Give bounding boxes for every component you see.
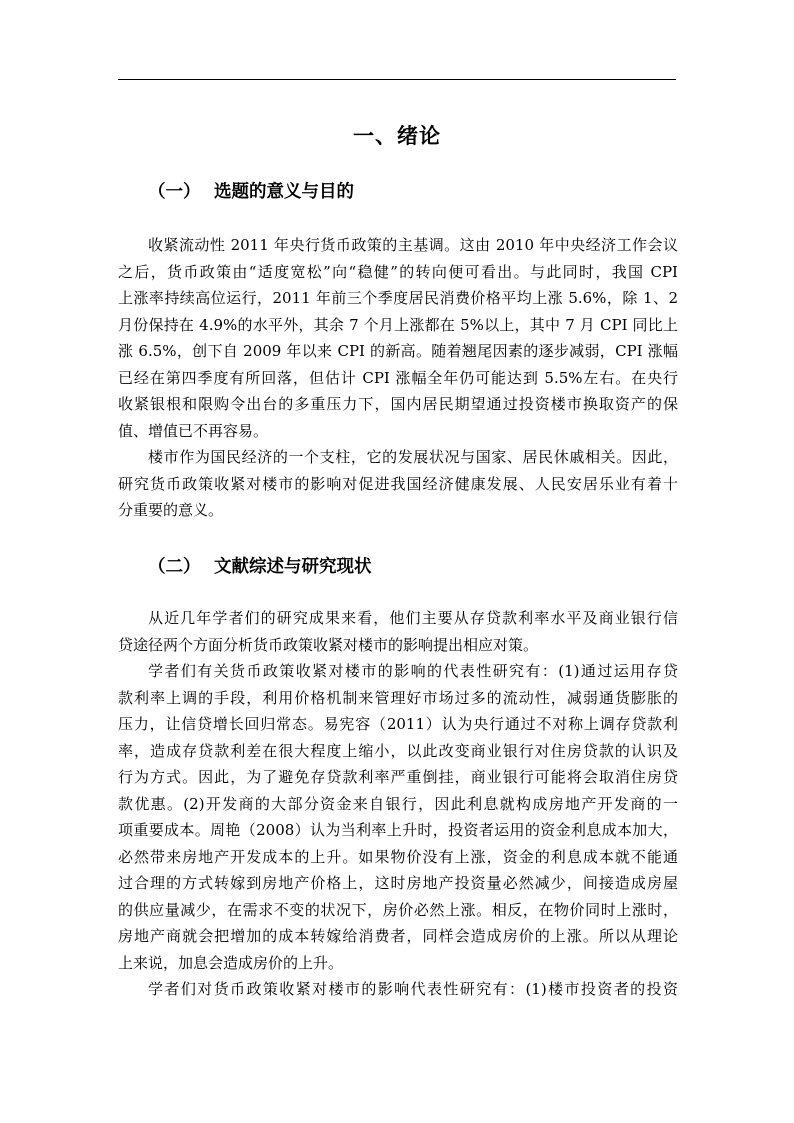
text-line: 款利率上调的手段，利用价格机制来管理好市场过多的流动性，减弱通货膨胀的 [118, 688, 678, 707]
paragraph [118, 658, 678, 976]
text-line: 上涨率持续高位运行，2011 年前三个季度居民消费价格平均上涨 5.6%，除 1、2 [118, 289, 678, 307]
text-line: 涨 6.5%，创下自 2009 年以来 CPI 的新高。随着翘尾因素的逐步减弱，CPI 涨幅 [118, 342, 678, 360]
section-1-body [118, 232, 678, 524]
text-line: 房地产商就会把增加的成本转嫁给消费者，同样会造成房价的上涨。所以从理论 [118, 927, 678, 945]
text-line: 上来说，加息会造成房价的上升。 [118, 953, 344, 972]
text-line: 率，造成存贷款利差在很大程度上缩小，以此改变商业银行对住房贷款的认识及 [118, 741, 678, 760]
text-line: 分重要的意义。 [118, 501, 224, 519]
text-line: 从近几年学者们的研究成果来看，他们主要从存贷款利率水平及商业银行信 [148, 609, 678, 627]
text-line: 压力，让信贷增长回归常态。易宪容（2011）认为央行通过不对称上调存贷款利 [118, 715, 678, 733]
text-line: 研究货币政策收紧对楼市的影响对促进我国经济健康发展、人民安居乐业有着十 [118, 474, 678, 493]
text-line: 过合理的方式转嫁到房地产价格上，这时房地产投资量必然减少，间接造成房屋 [118, 874, 678, 892]
text-line: 收紧银根和限购令出台的多重压力下，国内居民期望通过投资楼市换取资产的保 [118, 395, 678, 413]
header-rule [118, 79, 676, 80]
paragraph [118, 232, 678, 444]
paragraph [118, 444, 678, 524]
text-line: 月份保持在 4.9%的水平外，其余 7 个月上涨都在 5%以上，其中 7 月 CPI 同比上 [118, 315, 678, 334]
section-heading-2 [148, 553, 372, 578]
text-line: 值、增值已不再容易。 [118, 421, 269, 440]
section-title: 选题的意义与目的 [214, 182, 354, 202]
text-line: 楼市作为国民经济的一个支柱，它的发展状况与国家、居民休戚相关。因此， [148, 448, 678, 466]
text-line: 必然带来房地产开发成本的上升。如果物价没有上涨，资金的利息成本就不能通 [118, 847, 678, 866]
text-line: 的供应量减少，在需求不变的状况下，房价必然上涨。相反，在物价同时上涨时， [118, 900, 678, 919]
text-line: 贷途径两个方面分析货币政策收紧对楼市的影响提出相应对策。 [118, 635, 539, 654]
paragraph [118, 605, 678, 658]
text-line: 学者们对货币政策收紧对楼市的影响代表性研究有：(1)楼市投资者的投资 [148, 980, 678, 998]
text-line: 行为方式。因此，为了避免存贷款利率严重倒挂，商业银行可能将会取消住房贷 [118, 768, 678, 786]
text-line: 之后，货币政策由“适度宽松”向“稳健”的转向便可看出。与此同时，我国 CPI [118, 262, 678, 281]
text-line: 收紧流动性 2011 年央行货币政策的主基调。这由 2010 年中央经济工作会议 [148, 236, 678, 254]
text-line: 项重要成本。周艳（2008）认为当利率上升时，投资者运用的资金利息成本加大， [118, 821, 678, 839]
section-number: （一） [148, 182, 201, 202]
text-line: 学者们有关货币政策收紧对楼市的影响的代表性研究有：(1)通过运用存贷 [148, 662, 678, 680]
section-heading-1 [148, 178, 354, 203]
section-title: 文献综述与研究现状 [214, 557, 372, 577]
text-line: 已经在第四季度有所回落，但估计 CPI 涨幅全年仍可能达到 5.5%左右。在央行 [118, 368, 678, 387]
section-number: （二） [148, 557, 201, 577]
paragraph [118, 976, 678, 1003]
text-line: 款优惠。(2)开发商的大部分资金来自银行，因此利息就构成房地产开发商的一 [118, 794, 678, 813]
chapter-title: 一、绪论 [353, 124, 441, 148]
section-2-body [118, 605, 678, 1003]
